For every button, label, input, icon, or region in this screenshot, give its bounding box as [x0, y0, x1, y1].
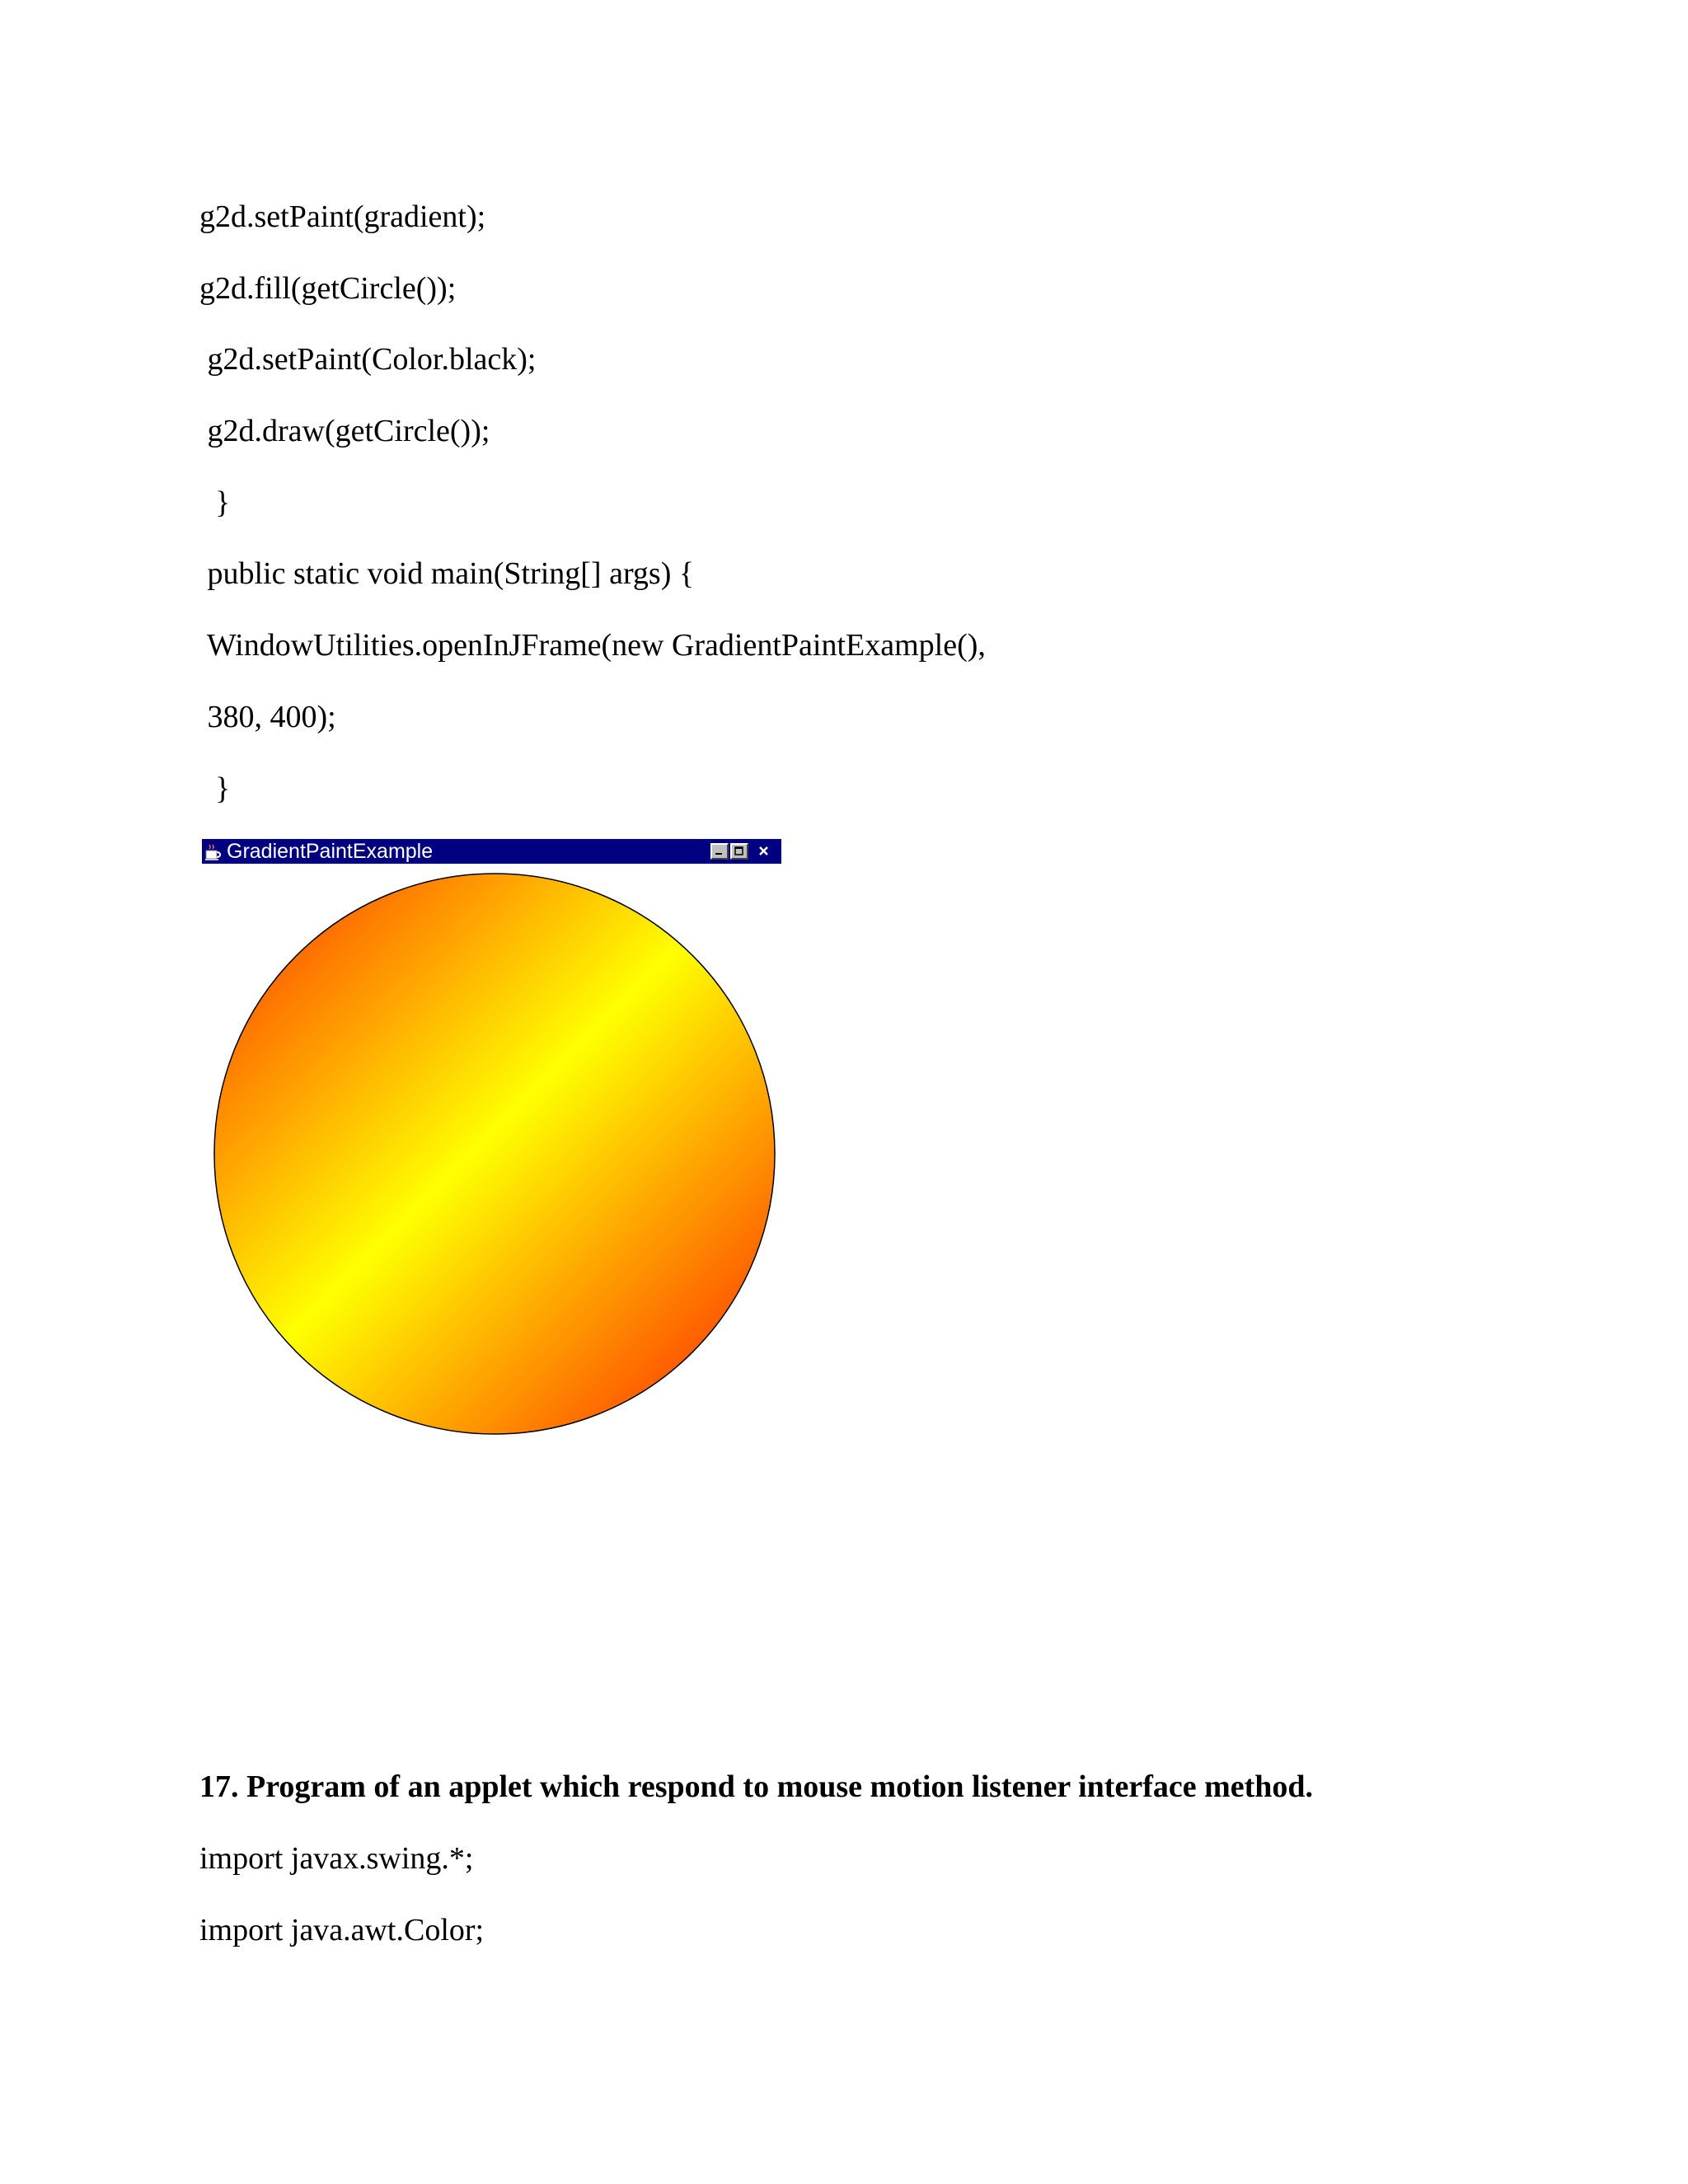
code-line: import java.awt.Color; — [199, 1913, 485, 1947]
window-title: GradientPaintExample — [227, 840, 434, 863]
window-title-bar[interactable] — [202, 839, 781, 864]
gradient-circle-drawing — [202, 864, 781, 1449]
maximize-button[interactable] — [730, 843, 748, 860]
code-line: import javax.swing.*; — [199, 1841, 474, 1876]
minimize-button[interactable] — [710, 843, 729, 860]
section-heading: 17. Program of an applet which respond to mouse motion listener interface method. — [199, 1769, 1314, 1804]
java-cup-icon — [204, 842, 222, 860]
code-line: WindowUtilities.openInJFrame(new GradientPaintExample(), — [199, 628, 986, 663]
window-canvas — [202, 864, 781, 1449]
code-line: g2d.draw(getCircle()); — [199, 414, 490, 448]
code-line: g2d.setPaint(gradient); — [199, 199, 486, 234]
gradient-circle — [214, 874, 775, 1434]
close-button[interactable] — [755, 843, 773, 860]
code-line: 380, 400); — [199, 700, 336, 734]
code-line: } — [199, 485, 231, 520]
code-line: g2d.fill(getCircle()); — [199, 271, 457, 306]
code-line: public static void main(String[] args) { — [199, 556, 695, 591]
gradient-paint-window — [202, 839, 781, 1449]
code-line: g2d.setPaint(Color.black); — [199, 342, 537, 377]
code-line: } — [199, 771, 231, 806]
